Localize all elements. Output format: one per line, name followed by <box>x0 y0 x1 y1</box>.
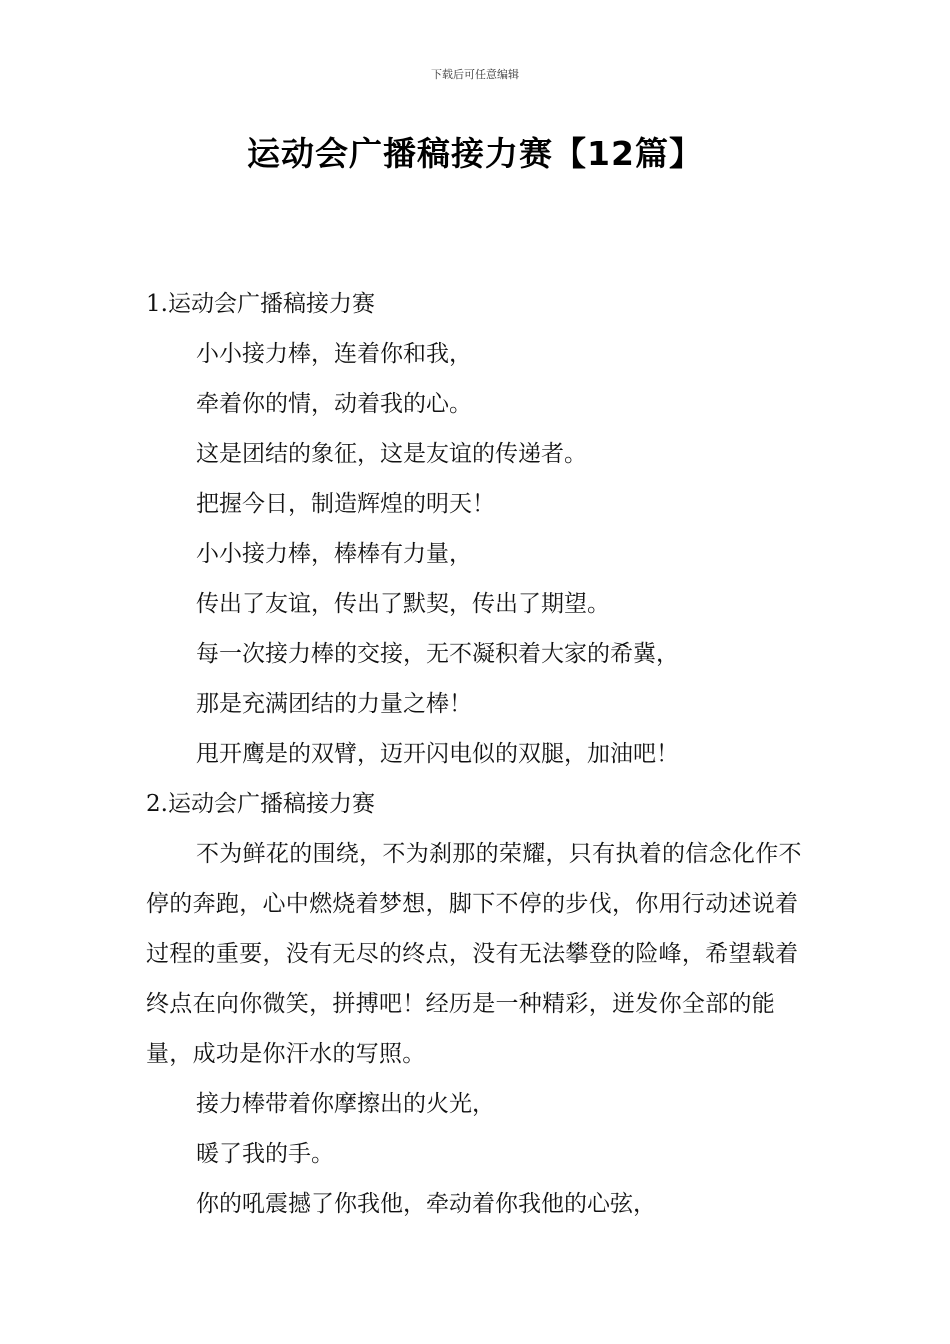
poem-line: 小小接力棒，连着你和我， <box>196 341 472 367</box>
poem-line: 这是团结的象征，这是友谊的传递者。 <box>196 441 587 467</box>
section-heading: 1.运动会广播稿接力赛 <box>146 291 375 317</box>
poem-line: 你的吼震撼了你我他，牵动着你我他的心弦， <box>196 1191 656 1217</box>
poem-line: 接力棒带着你摩擦出的火光， <box>196 1091 495 1117</box>
poem-line: 小小接力棒，棒棒有力量， <box>196 541 472 567</box>
header-note: 下载后可任意编辑 <box>431 68 519 81</box>
poem-line: 把握今日，制造辉煌的明天！ <box>196 491 495 517</box>
section-heading: 2.运动会广播稿接力赛 <box>146 791 375 817</box>
document-title: 运动会广播稿接力赛【12篇】 <box>247 134 703 173</box>
poem-line: 甩开鹰是的双臂，迈开闪电似的双腿，加油吧！ <box>196 741 679 767</box>
poem-line: 每一次接力棒的交接，无不凝积着大家的希冀， <box>196 641 679 667</box>
prose-paragraph: 不为鲜花的围绕，不为刹那的荣耀，只有执着的信念化作不停的奔跑，心中燃烧着梦想，脚下不停的步伐，你用行动述说着过程的重要，没有无尽的终点，没有无法攀登的险峰，希望载着终点在向你微笑，拼搏吧！经历是一种精彩，迸发你全部的能量，成功是你汗水的写照。 <box>146 841 802 1067</box>
poem-line: 牵着你的情，动着我的心。 <box>196 391 472 417</box>
poem-line: 传出了友谊，传出了默契，传出了期望。 <box>196 591 610 617</box>
document-body <box>146 279 808 1229</box>
poem-line: 暖了我的手。 <box>196 1141 334 1167</box>
poem-line: 那是充满团结的力量之棒！ <box>196 691 472 717</box>
